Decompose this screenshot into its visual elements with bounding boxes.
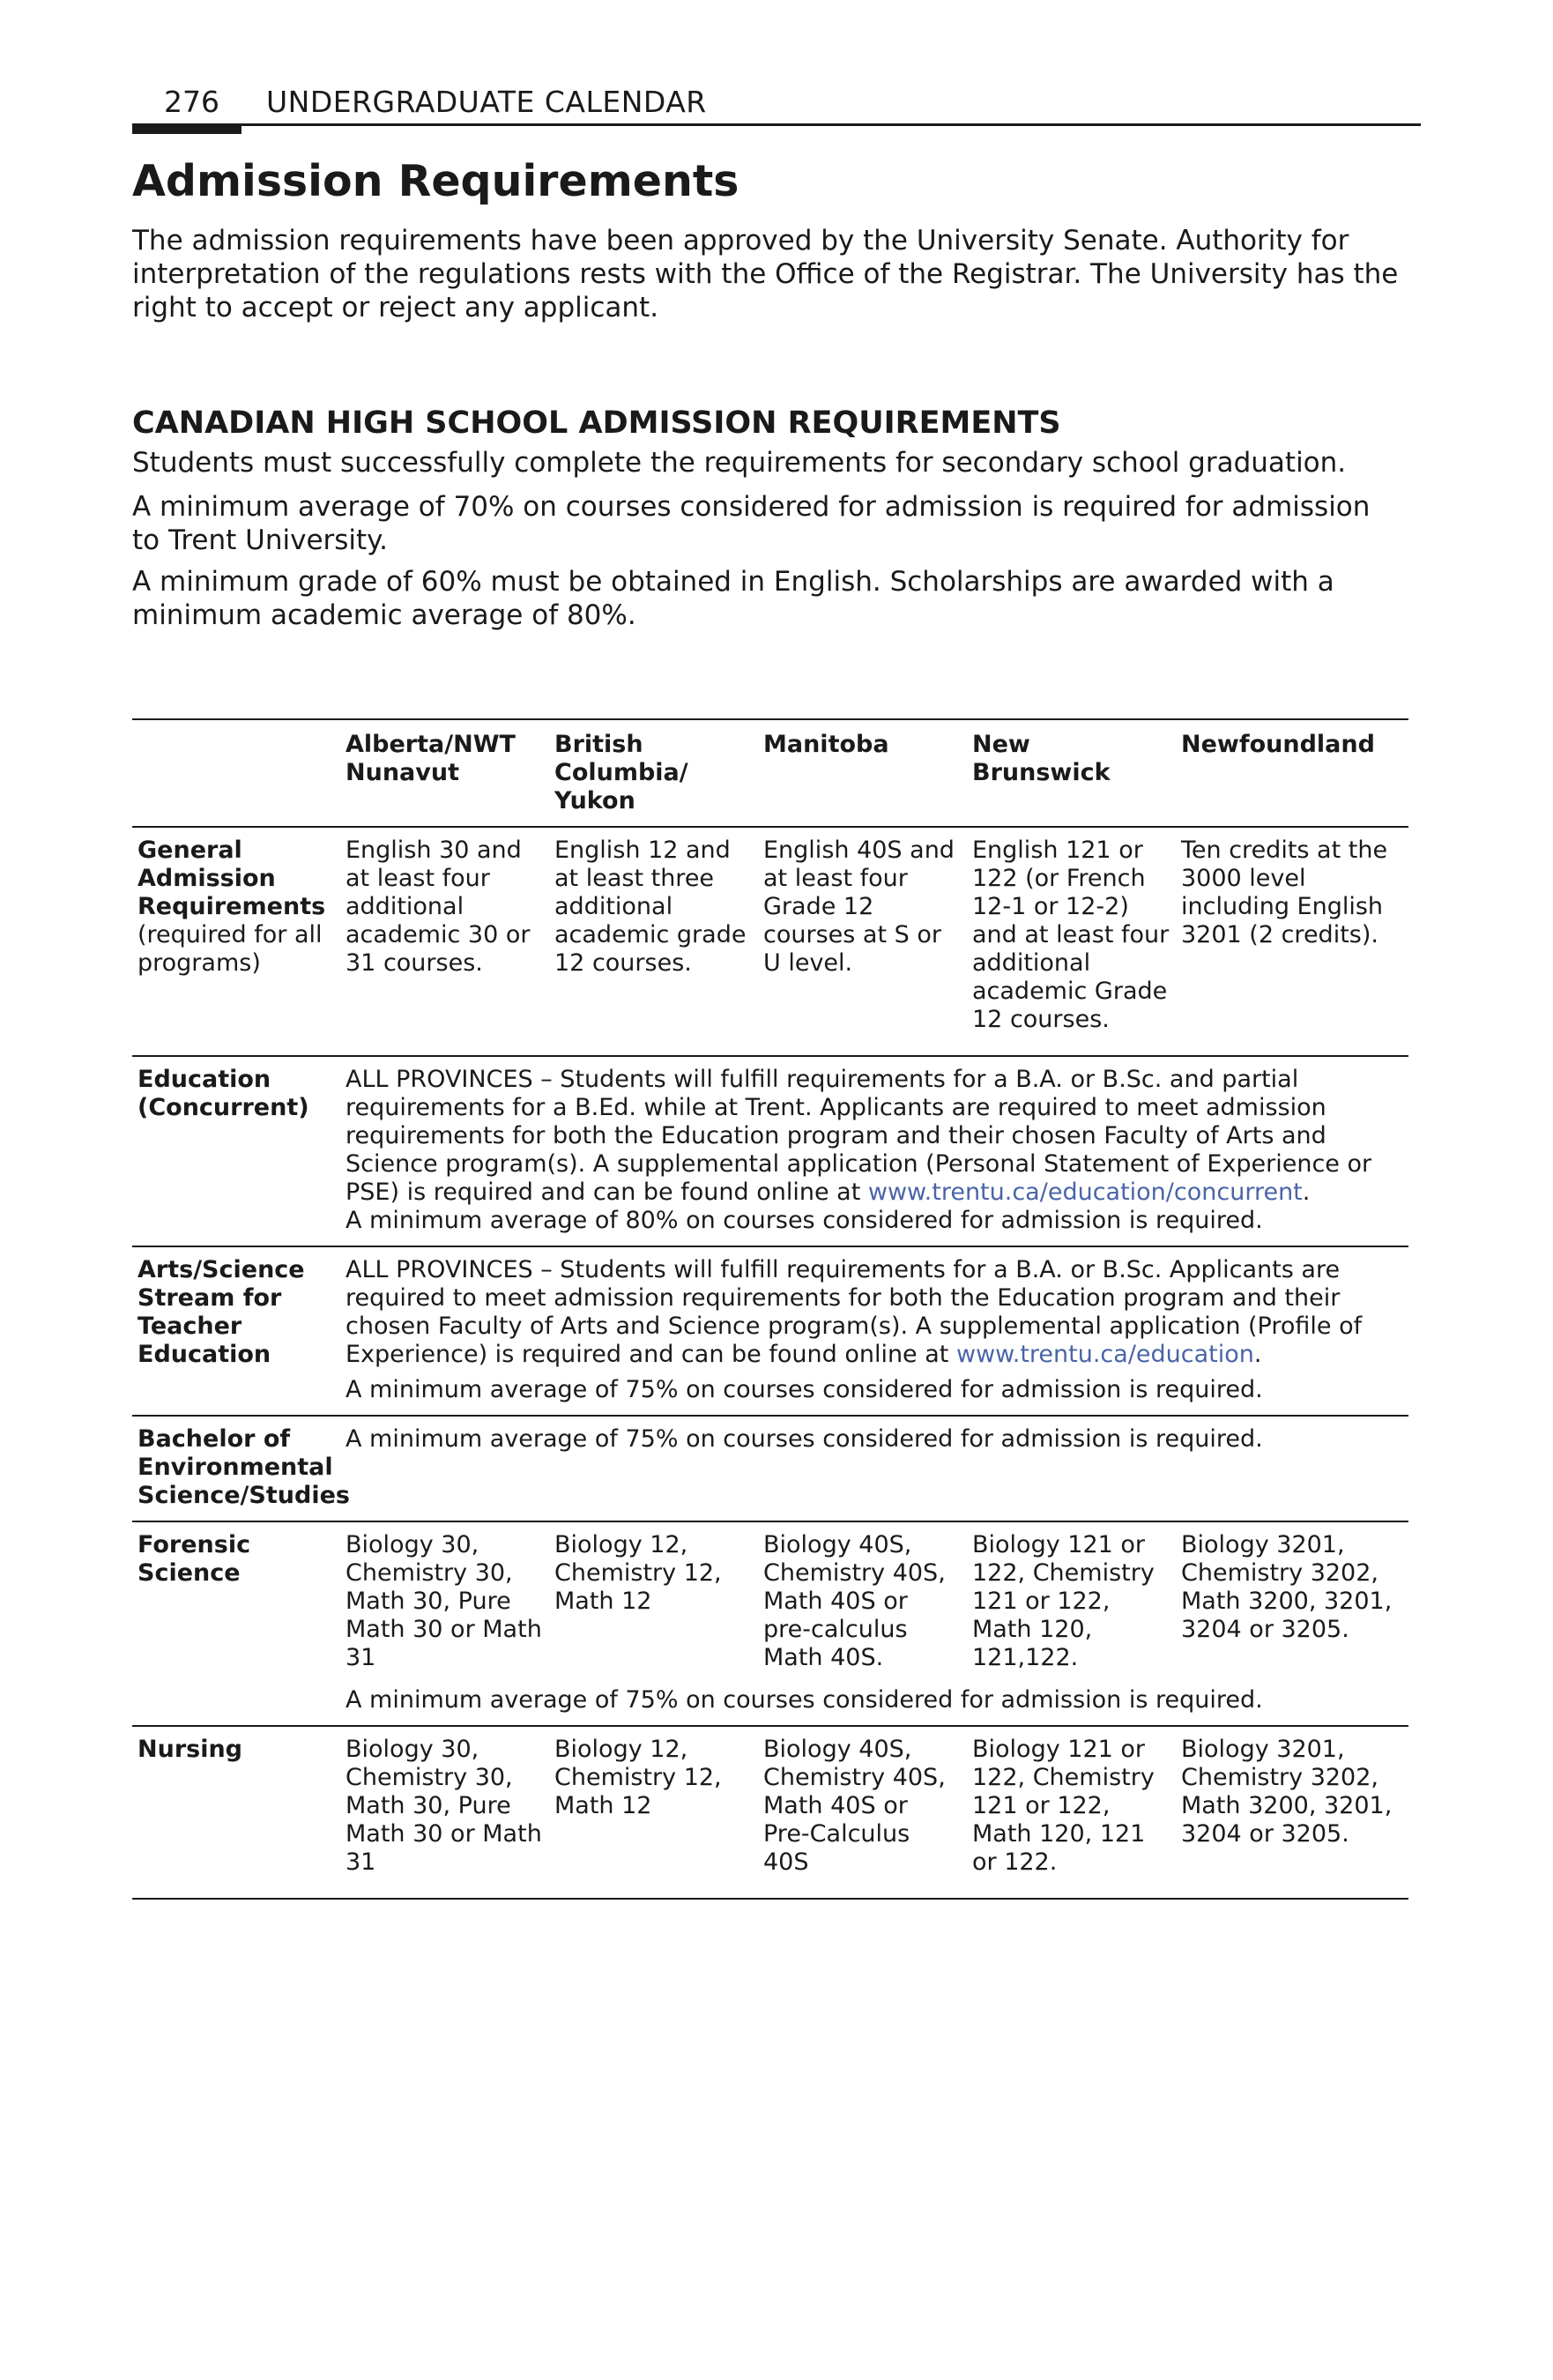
- cell-text: Biology 12, Chemistry 12, Math 12: [554, 1531, 722, 1615]
- table-row-nursing: [132, 1726, 1408, 1899]
- education-link-punct: .: [1302, 1179, 1311, 1206]
- column-header-new-brunswick: New Brunswick: [972, 731, 1111, 786]
- table-cell: English 121 or 122 (or French 12-1 or 12-2) and at least four additional academic Grade 12 courses.: [972, 837, 1170, 1033]
- table-row-general: [132, 827, 1408, 1056]
- arts-science-text: [346, 1256, 1403, 1369]
- row-header-education: Education (Concurrent): [137, 1066, 309, 1121]
- table-cell: [758, 1521, 967, 1677]
- header-rule-accent: [132, 123, 241, 134]
- column-header-alberta: Alberta/NWT Nunavut: [346, 731, 516, 786]
- row-header-general: [132, 827, 340, 1056]
- cell-text: Biology 40S, Chemistry 40S, Math 40S or pre-calculus Math 40S.: [763, 1531, 946, 1671]
- canadian-requirements-heading: CANADIAN HIGH SCHOOL ADMISSION REQUIREMENTS: [132, 405, 1061, 441]
- cell-text: Biology 12, Chemistry 12, Math 12: [554, 1736, 722, 1819]
- cell-text: Biology 121 or 122, Chemistry 121 or 122, Math 120, 121,122.: [972, 1531, 1155, 1671]
- table-cell: [1176, 1521, 1408, 1677]
- cell-text: Biology 3201, Chemistry 3202, Math 3200, 3201, 3204 or 3205.: [1181, 1736, 1393, 1848]
- cell-text: Biology 30, Chemistry 30, Math 30, Pure Math 30 or Math 31: [346, 1736, 542, 1876]
- header-rule: [132, 123, 1421, 126]
- table-cell: Ten credits at the 3000 level including English 3201 (2 credits).: [1181, 837, 1388, 948]
- calendar-name: UNDERGRADUATE CALENDAR: [266, 85, 707, 119]
- forensic-average: A minimum average of 75% on courses considered for admission is required.: [346, 1686, 1263, 1714]
- column-header-british-columbia: British Columbia/ Yukon: [554, 731, 688, 814]
- environmental-average: A minimum average of 75% on courses considered for admission is required.: [346, 1425, 1263, 1453]
- table-cell-empty: [132, 1677, 340, 1726]
- table-cell: [549, 1726, 758, 1899]
- page-number: 276: [164, 85, 219, 119]
- row-header-arts-science: Arts/Science Stream for Teacher Education: [137, 1256, 305, 1368]
- table-row-environmental: [132, 1416, 1408, 1521]
- table-cell: [340, 1521, 549, 1677]
- cell-text: Biology 3201, Chemistry 3202, Math 3200, 3201, 3204 or 3205.: [1181, 1531, 1393, 1643]
- table-cell: [340, 1726, 549, 1899]
- table-cell: English 40S and at least four Grade 12 courses at S or U level.: [763, 837, 955, 977]
- row-note: (required for all programs): [137, 921, 323, 977]
- table-cell: [1176, 1726, 1408, 1899]
- row-header-nursing: Nursing: [137, 1736, 243, 1763]
- education-average: A minimum average of 80% on courses considered for admission is required.: [346, 1207, 1263, 1234]
- arts-science-description: ALL PROVINCES – Students will fulfill requirements for a B.A. or B.Sc. Applicants are required to meet admission requirements for both the Education program and their chosen Faculty of Arts and Science program(s). A supplemental application (Profile of Experience) is required and can be found online at: [346, 1256, 1363, 1368]
- arts-science-link-punct: .: [1253, 1341, 1262, 1368]
- row-header-forensic: Forensic Science: [137, 1531, 251, 1587]
- intro-paragraph: The admission requirements have been approved by the University Senate. Authority for interpretation of the regulations rests with the Office of the Registrar. The University has the right to accept or reject any applicant.: [132, 225, 1399, 324]
- education-description: ALL PROVINCES – Students will fulfill requirements for a B.A. or B.Sc. and partial requirements for a B.Ed. while at Trent. Applicants are required to meet admission requirements for both the Education program and their chosen Faculty of Arts and Science program(s). A supplemental application (Personal Statement of Experience or PSE) is required and can be found online at: [346, 1066, 1372, 1206]
- column-header-blank: [132, 719, 340, 827]
- table-row-forensic-average: [132, 1677, 1408, 1726]
- admission-requirements-table: [132, 718, 1408, 1900]
- table-cell: English 12 and at least three additional academic grade 12 courses.: [554, 837, 747, 977]
- column-header-newfoundland: Newfoundland: [1181, 731, 1375, 758]
- education-text: [346, 1066, 1403, 1207]
- arts-science-average: A minimum average of 75% on courses considered for admission is required.: [346, 1376, 1263, 1403]
- cell-text: Biology 121 or 122, Chemistry 121 or 122, Math 120, 121 or 122.: [972, 1736, 1155, 1876]
- english-grade-paragraph: A minimum grade of 60% must be obtained in English. Scholarships are awarded with a minimum academic average of 80%.: [132, 566, 1334, 631]
- graduation-paragraph: Students must successfully complete the requirements for secondary school graduation.: [132, 447, 1347, 479]
- table-cell: English 30 and at least four additional academic 30 or 31 courses.: [346, 837, 531, 977]
- table-row-forensic: [132, 1521, 1408, 1677]
- table-cell: [967, 1726, 1176, 1899]
- table-cell: [967, 1521, 1176, 1677]
- table-row-education: [132, 1056, 1408, 1246]
- table-cell: [758, 1726, 967, 1899]
- minimum-average-paragraph: A minimum average of 70% on courses considered for admission is required for admission to Trent University.: [132, 491, 1371, 556]
- row-label: General Admission Requirements: [137, 837, 326, 920]
- cell-text: Biology 40S, Chemistry 40S, Math 40S or Pre-Calculus 40S: [763, 1736, 946, 1876]
- table-cell-all-provinces: [340, 1246, 1408, 1416]
- table-row-arts-science: [132, 1246, 1408, 1416]
- education-concurrent-link[interactable]: www.trentu.ca/education/concurrent: [867, 1179, 1303, 1206]
- column-header-manitoba: Manitoba: [763, 731, 889, 758]
- page-title: Admission Requirements: [132, 156, 739, 206]
- table-header-row: [132, 719, 1408, 827]
- table-cell: [549, 1521, 758, 1677]
- row-header-environmental: Bachelor of Environmental Science/Studies: [137, 1425, 350, 1509]
- table-cell-all-provinces: [340, 1056, 1408, 1246]
- education-link[interactable]: www.trentu.ca/education: [955, 1341, 1254, 1368]
- cell-text: Biology 30, Chemistry 30, Math 30, Pure Math 30 or Math 31: [346, 1531, 542, 1671]
- running-header: [132, 85, 1421, 138]
